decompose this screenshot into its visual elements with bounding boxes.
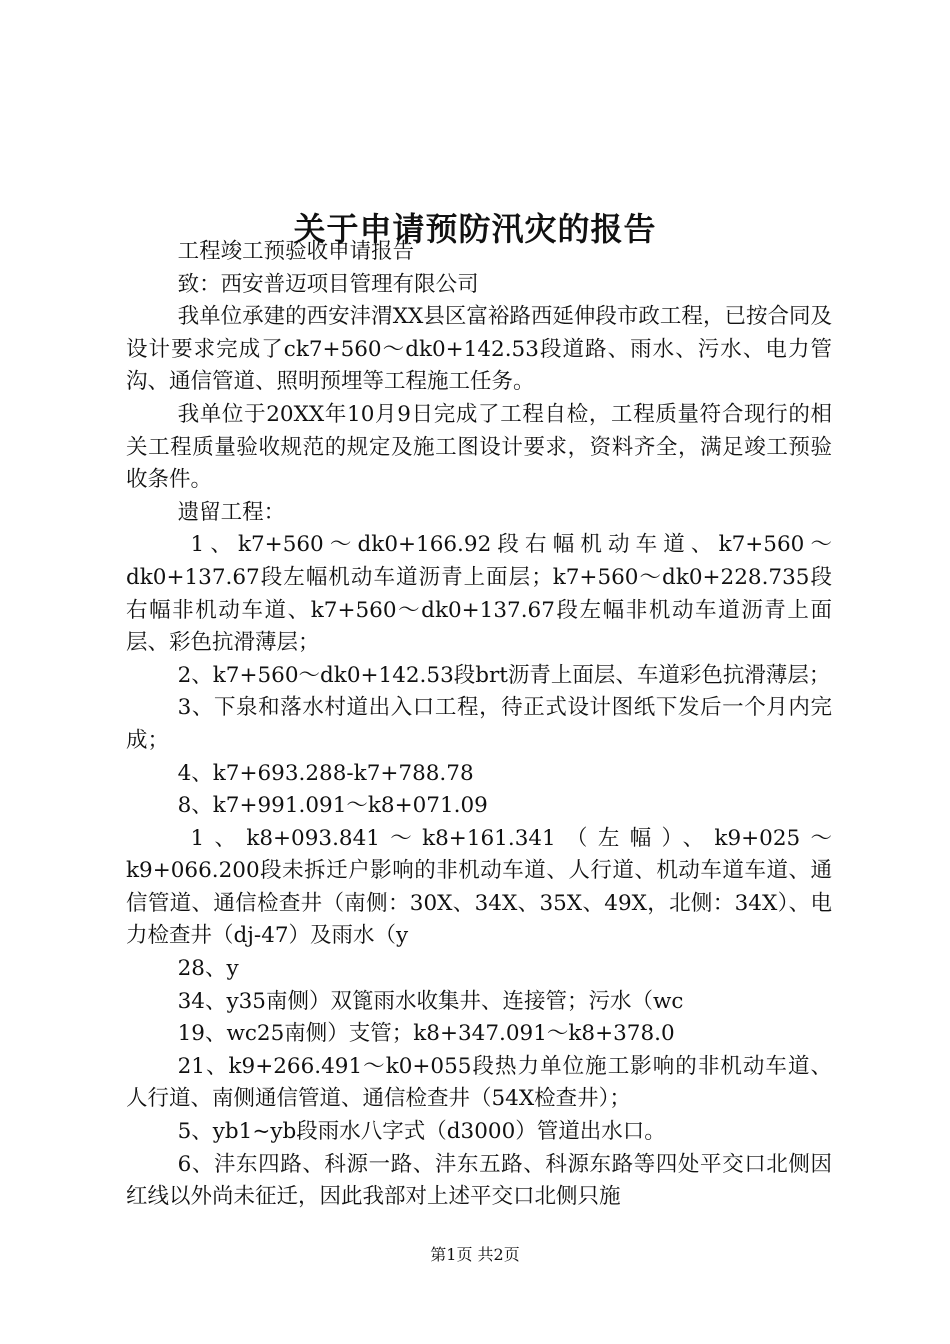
paragraph-recipient: 致：西安普迈项目管理有限公司: [177, 271, 479, 297]
page-footer: 第1页 共2页: [430, 1245, 520, 1264]
document-title: 关于申请预防汛灾的报告: [293, 210, 657, 249]
list-item-remaining-4: 4、k7+693.288-k7+788.78: [177, 760, 474, 786]
list-item-remaining-2: 2、k7+560～dk0+142.53段brt沥青上面层、车道彩色抗滑薄层；: [177, 662, 831, 688]
list-item-remaining-3: 3、下泉和落水村道出入口工程，待正式设计图纸下发后一个月内完成；: [126, 695, 832, 753]
paragraph-subject: 工程竣工预验收申请报告: [177, 239, 415, 264]
document-body: [126, 236, 832, 1214]
list-item-wc19: 19、wc25南侧）支管；k8+347.091～k8+378.0: [177, 1021, 675, 1047]
list-item-remaining-8: 8、k7+991.091～k8+071.09: [177, 793, 488, 819]
list-item-remaining-1: 1、k7+560～dk0+166.92段右幅机动车道、k7+560～dk0+137.67段左幅机动车道沥青上面层；k7+560～dk0+228.735段右幅非机动车道、k7+560～dk0+137.67段左幅非机动车道沥青上面层、彩色抗滑薄层；: [126, 532, 832, 656]
list-item-remaining-21: 21、k9+266.491～k0+055段热力单位施工影响的非机动车道、人行道、南侧通信管道、通信检查井（54X检查井）；: [126, 1053, 832, 1112]
list-item-remaining-5: 5、yb1~yb段雨水八字式（d3000）管道出水口。: [177, 1119, 666, 1145]
paragraph-completion-statement: 我单位承建的西安沣渭XX县区富裕路西延伸段市政工程，已按合同及设计要求完成了ck7+560～dk0+142.53段道路、雨水、污水、电力管沟、通信管道、照明预埋等工程施工任务。: [126, 304, 832, 395]
list-item-y28: 28、y: [177, 956, 239, 982]
list-item-remaining-6: 6、沣东四路、科源一路、沣东五路、科源东路等四处平交口北侧因红线以外尚未征迁，因此我部对上述平交口北侧只施: [126, 1151, 832, 1210]
paragraph-self-inspection: 我单位于20XX年10月9日完成了工程自检，工程质量符合现行的相关工程质量验收规范的规定及施工图设计要求，资料齐全，满足竣工预验收条件。: [126, 401, 832, 493]
list-item-unrelocated-sections: 1、k8+093.841～k8+161.341（左幅）、k9+025～k9+066.200段未拆迁户影响的非机动车道、人行道、机动车道车道、通信管道、通信检查井（南侧：30X、34X、35X、49X，北侧：34X）、电力检查井（dj-47）及雨水（y: [126, 825, 832, 949]
list-item-y34: 34、y35南侧）双篦雨水收集井、连接管；污水（wc: [177, 988, 684, 1014]
paragraph-remaining-works-heading: 遗留工程：: [177, 499, 286, 525]
